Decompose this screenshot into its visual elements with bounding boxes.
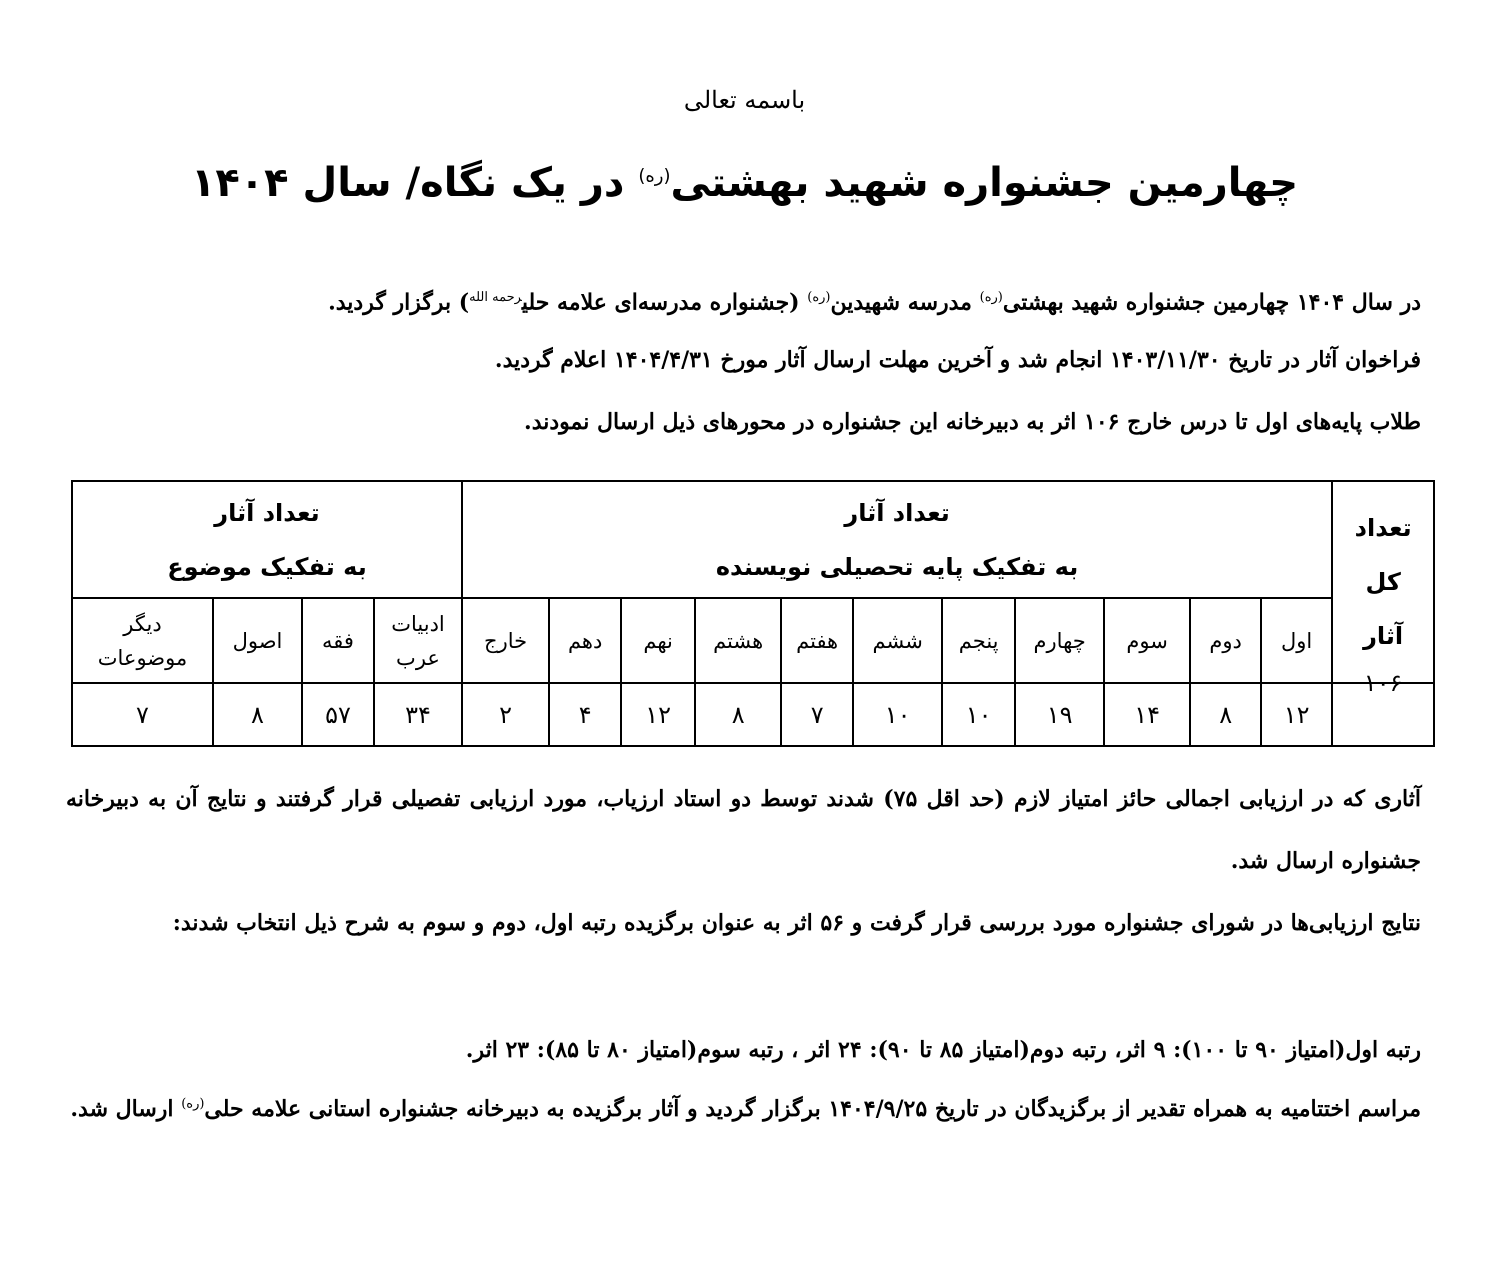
topic-header-line-1: تعداد آثار xyxy=(214,498,320,527)
grade-value: ۸ xyxy=(695,683,781,746)
grade-header-line-1: تعداد آثار xyxy=(844,498,950,527)
grade-value: ۱۹ xyxy=(1015,683,1104,746)
grade-value: ۸ xyxy=(1190,683,1261,746)
topic-value: ۸ xyxy=(213,683,302,746)
intro-honorific-1: (ره) xyxy=(979,290,1003,305)
body-paragraph-4 xyxy=(66,1078,1421,1140)
table-value-row xyxy=(72,683,1434,746)
topic-label: اصول xyxy=(213,598,302,683)
table-header-row xyxy=(72,481,1434,598)
topic-label: فقه xyxy=(302,598,374,683)
intro-honorific-2: (ره) xyxy=(807,290,831,305)
grade-label: چهارم xyxy=(1015,598,1104,683)
grade-label: دهم xyxy=(549,598,621,683)
topic-label xyxy=(374,598,462,683)
body-paragraph-3: رتبه اول(امتیاز ۹۰ تا ۱۰۰): ۹ اثر، رتبه دوم(امتیاز ۸۵ تا ۹۰): ۲۴ اثر ، رتبه سوم(امتیاز ۸۰ تا ۸۵): ۲۳ اثر. xyxy=(465,1037,1421,1063)
title-main: چهارمین جشنواره شهید بهشتی xyxy=(670,160,1299,206)
body-paragraph-1: آثاری که در ارزیابی اجمالی حائز امتیاز لازم (حد اقل ۷۵) شدند توسط دو استاد ارزیاب، مورد ارزیابی تفصیلی قرار گرفتند و نتایج آن به دبیرخانه جشنواره ارسال شد. xyxy=(66,786,1421,874)
body-honorific: (ره) xyxy=(181,1096,205,1112)
body-paragraph-4-part-a: مراسم اختتامیه به همراه تقدیر از برگزیدگان در تاریخ ۱۴۰۴/۹/۲۵ برگزار گردید و آثار برگزیده به دبیرخانه جشنواره استانی علامه حلی xyxy=(204,1096,1421,1122)
intro-line-1-part-a: در سال ۱۴۰۴ چهارمین جشنواره شهید بهشتی xyxy=(1002,289,1421,316)
grade-label: پنجم xyxy=(942,598,1015,683)
grade-label: هشتم xyxy=(695,598,781,683)
title-tail: در یک نگاه/ سال ۱۴۰۴ xyxy=(190,160,639,206)
grade-label: سوم xyxy=(1104,598,1190,683)
grade-value: ۱۲ xyxy=(1261,683,1332,746)
intro-honorific-3: رحمه الله xyxy=(469,290,522,305)
page-title xyxy=(0,160,1489,206)
grade-value: ۱۰ xyxy=(853,683,942,746)
grade-label: دوم xyxy=(1190,598,1261,683)
total-value: ۱۰۶ xyxy=(1332,651,1434,714)
grade-value: ۱۰ xyxy=(942,683,1015,746)
grade-value: ۲ xyxy=(462,683,549,746)
grade-label: هفتم xyxy=(781,598,853,683)
total-header-text: تعداد کل آثار xyxy=(1354,514,1412,650)
grade-label: اول xyxy=(1261,598,1332,683)
title-honorific: (ره) xyxy=(638,165,671,187)
grade-label: ششم xyxy=(853,598,942,683)
topic-label-text: ادبیات عرب xyxy=(391,611,445,670)
grade-header-line-2: به تفکیک پایه تحصیلی نویسنده xyxy=(715,552,1079,581)
grade-value: ۱۲ xyxy=(621,683,695,746)
intro-line-1-part-c: (جشنواره مدرسه‌ای علامه حلی xyxy=(521,289,808,316)
intro-line-3: طلاب پایه‌های اول تا درس خارج ۱۰۶ اثر به دبیرخانه این جشنواره در محورهای ذیل ارسال نمودند. xyxy=(524,409,1421,435)
intro-line-2: فراخوان آثار در تاریخ ۱۴۰۳/۱۱/۳۰ انجام شد و آخرین مهلت ارسال آثار مورخ ۱۴۰۴/۴/۳۱ اعلام گردید. xyxy=(494,347,1421,373)
topic-value: ۵۷ xyxy=(302,683,374,746)
basmala: باسمه تعالی xyxy=(683,86,806,114)
topic-value: ۳۴ xyxy=(374,683,462,746)
intro-line-1-part-b: مدرسه شهیدین xyxy=(830,289,980,316)
table-label-row xyxy=(72,598,1434,683)
body-paragraph-2: نتایج ارزیابی‌ها در شورای جشنواره مورد بررسی قرار گرفت و ۵۶ اثر به عنوان برگزیده رتبه اول، دوم و سوم به شرح ذیل انتخاب شدند: xyxy=(172,910,1421,936)
grade-value: ۷ xyxy=(781,683,853,746)
topic-label xyxy=(72,598,213,683)
body-paragraph-4-part-b: ارسال شد. xyxy=(70,1096,182,1122)
grade-value: ۴ xyxy=(549,683,621,746)
topic-label-text: دیگر موضوعات xyxy=(97,611,188,670)
grade-label: نهم xyxy=(621,598,695,683)
grade-header-cell xyxy=(462,481,1332,598)
statistics-table xyxy=(71,480,1435,747)
topic-header-line-2: به تفکیک موضوع xyxy=(167,552,367,581)
intro-line-1 xyxy=(66,284,1421,316)
intro-line-1-part-d: ) برگزار گردید. xyxy=(328,289,470,316)
grade-label: خارج xyxy=(462,598,549,683)
grade-value: ۱۴ xyxy=(1104,683,1190,746)
topic-header-cell xyxy=(72,481,462,598)
topic-value: ۷ xyxy=(72,683,213,746)
